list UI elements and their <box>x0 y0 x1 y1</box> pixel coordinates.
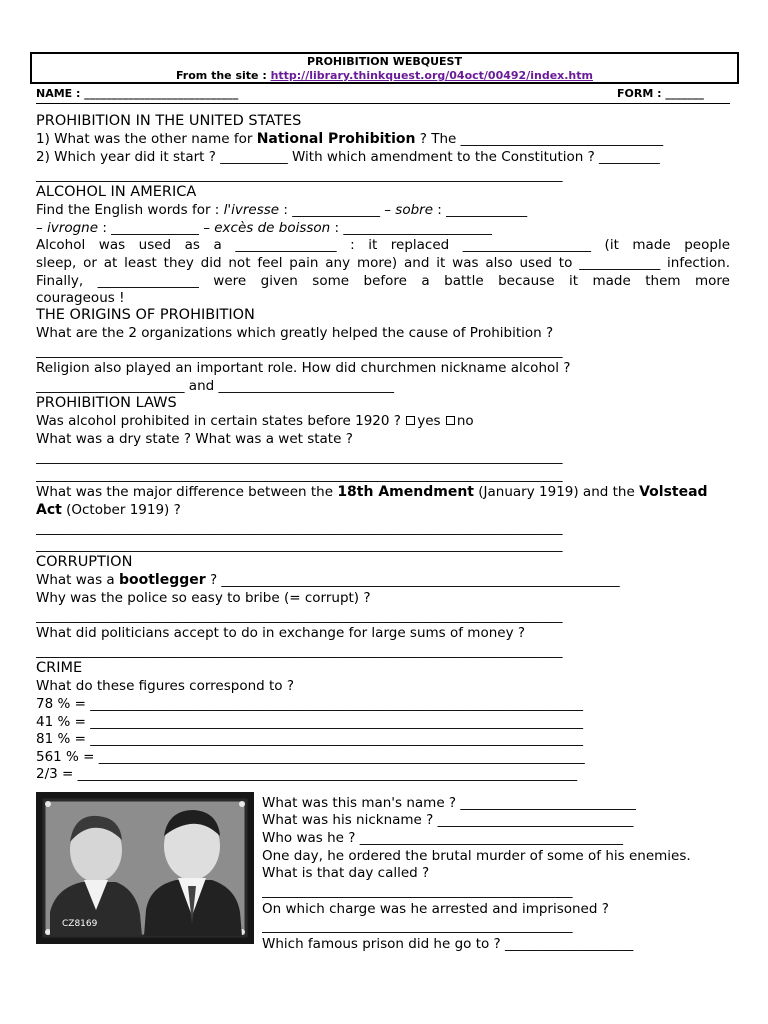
answer-line[interactable]: ______________________________________________________________________________ <box>36 608 563 624</box>
plate-number: CZ8169 <box>62 919 98 929</box>
question-line: Religion also played an important role. How did churchmen nickname alcohol ? <box>36 360 571 376</box>
section-heading-corruption: CORRUPTION <box>36 554 133 570</box>
question-line: What was his nickname ? _____________________________ <box>262 812 634 828</box>
question-line: What was the major difference between the 18th Amendment (January 1919) and the Volstead <box>36 484 708 500</box>
source-line <box>32 69 737 83</box>
mugshot-photo <box>36 792 254 944</box>
name-form-row <box>36 87 730 101</box>
source-prefix: From the site : <box>176 69 271 82</box>
answer-line[interactable]: ______________________________________________________________________________ <box>36 520 563 536</box>
answer-line[interactable]: ______________________ and __________________________ <box>36 378 394 394</box>
header-box <box>30 52 739 84</box>
question-line: Who was he ? _______________________________________ <box>262 830 623 846</box>
question-line: Was alcohol prohibited in certain states before 1920 ? yes no <box>36 413 474 429</box>
answer-line[interactable]: ______________________________________________________________________________ <box>36 643 563 659</box>
question-line: Act (October 1919) ? <box>36 502 181 518</box>
question-line: What are the 2 organizations which greatly helped the cause of Prohibition ? <box>36 325 554 341</box>
answer-line[interactable]: ______________________________________________________________________________ <box>36 167 563 183</box>
question-line: What was this man's name ? __________________________ <box>262 795 636 811</box>
answer-line[interactable]: ______________________________________________________________________________ <box>36 467 563 483</box>
source-link[interactable]: http://library.thinkquest.org/04oct/00492/index.htm <box>270 69 593 82</box>
divider <box>36 103 730 104</box>
checkbox-yes[interactable] <box>406 416 415 425</box>
question-line: What do these figures correspond to ? <box>36 678 295 694</box>
question-line: What was a dry state ? What was a wet state ? <box>36 431 353 447</box>
section-heading-crime: CRIME <box>36 660 83 676</box>
question-line: Why was the police so easy to bribe (= corrupt) ? <box>36 590 371 606</box>
form-field[interactable]: FORM : _______ <box>617 87 704 100</box>
answer-line[interactable]: 81 % = _________________________________________________________________________ <box>36 731 583 747</box>
question-line: 2) Which year did it start ? __________ With which amendment to the Constitution ? _________ <box>36 149 660 165</box>
question-line: What is that day called ? <box>262 865 430 881</box>
question-line: On which charge was he arrested and imprisoned ? <box>262 901 609 917</box>
section-heading-laws: PROHIBITION LAWS <box>36 395 177 411</box>
mugshot-illustration <box>36 792 254 944</box>
paragraph-line: Finally, _______________ were given some before a battle because it made them more <box>36 273 730 289</box>
question-line: 1) What was the other name for National Prohibition ? The ______________________________ <box>36 131 664 147</box>
question-line: What did politicians accept to do in exchange for large sums of money ? <box>36 625 526 641</box>
section-heading-origins: THE ORIGINS OF PROHIBITION <box>36 307 255 323</box>
name-field[interactable]: NAME : ____________________________ <box>36 87 239 100</box>
answer-line[interactable]: ______________________________________________________________________________ <box>36 343 563 359</box>
checkbox-no[interactable] <box>446 416 455 425</box>
section-heading-alcohol: ALCOHOL IN AMERICA <box>36 184 197 200</box>
paragraph-line: Alcohol was used as a _______________ : it replaced ___________________ (it made people <box>36 237 730 253</box>
answer-line[interactable]: ______________________________________________ <box>262 883 573 899</box>
question-line: – ivrogne : _____________ – excès de boisson : ______________________ <box>36 220 492 236</box>
section-heading-prohibition-us: PROHIBITION IN THE UNITED STATES <box>36 113 302 129</box>
answer-line[interactable]: ______________________________________________________________________________ <box>36 449 563 465</box>
paragraph-line: sleep, or at least they did not feel pain any more) and it was also used to ____________ infection. <box>36 255 730 271</box>
answer-line[interactable]: 2/3 = __________________________________________________________________________ <box>36 766 578 782</box>
answer-line[interactable]: 561 % = ________________________________________________________________________ <box>36 749 585 765</box>
question-line: One day, he ordered the brutal murder of some of his enemies. <box>262 848 691 864</box>
question-line: Find the English words for : l'ivresse : _____________ – sobre : ____________ <box>36 202 528 218</box>
answer-line[interactable]: 41 % = _________________________________________________________________________ <box>36 714 583 730</box>
answer-line[interactable]: ______________________________________________ <box>262 918 573 934</box>
paragraph-line: courageous ! <box>36 290 125 306</box>
question-line: What was a bootlegger ? ___________________________________________________________ <box>36 572 620 588</box>
worksheet-title: PROHIBITION WEBQUEST <box>307 55 462 68</box>
answer-line[interactable]: ______________________________________________________________________________ <box>36 537 563 553</box>
answer-line[interactable]: 78 % = _________________________________________________________________________ <box>36 696 583 712</box>
question-line: Which famous prison did he go to ? ___________________ <box>262 936 634 952</box>
